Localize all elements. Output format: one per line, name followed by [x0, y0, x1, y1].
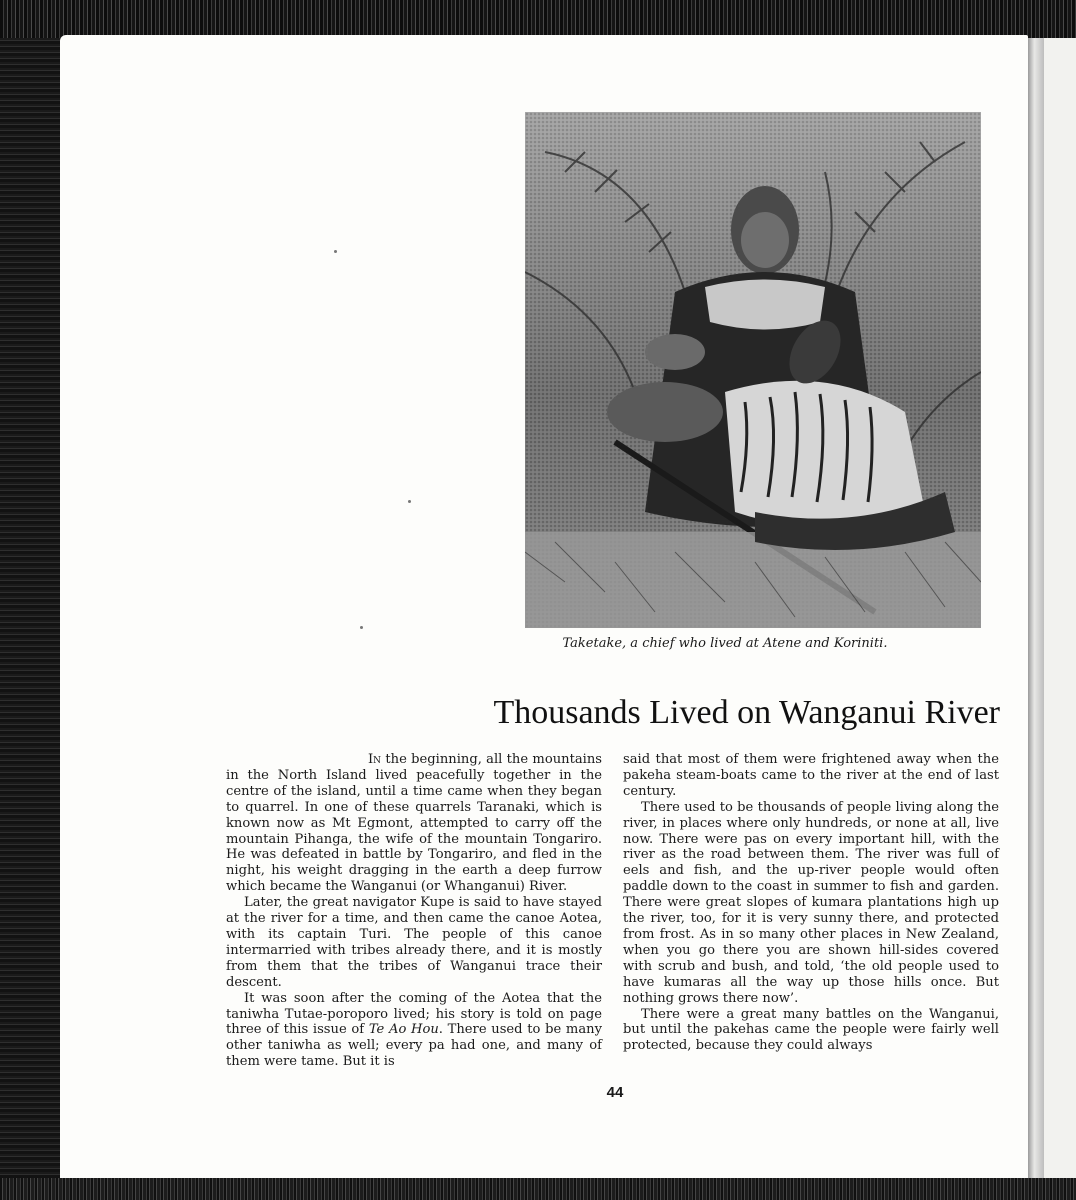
- article-column-left: [226, 752, 602, 1070]
- scan-speck: [334, 250, 337, 253]
- paragraph: There used to be thousands of people living along the river, in places where only hundreds, or none at all, live now. There were pas on every important hill, with the river as the road between them. The river was full of eels and fish, and the up-river people would often paddle down to the coast in summer to fish and garden. There were great slopes of kumara plantations high up the river, too, for it is very sunny there, and protected from frost. As in so many other places in New Zealand, when you go there you are shown hill-sides covered with scrub and bush, and told, ‘the old people used to have kumaras all the way up those hills once. But nothing grows there now’.: [623, 799, 999, 1006]
- opening-word: In: [368, 752, 382, 767]
- paragraph-text: the beginning, all the mountains in the North Island lived peacefully together in the centre of the island, until a time came when they began to quarrel. In one of these quarrels Taranaki, which is known now as Mt Egmont, attempted to carry off the mountain Pihanga, the wife of the mountain Tongariro. He was defeated in battle by Tongariro, and fled in the night, his weight dragging in the earth a deep furrow which became the Wanganui (or Whanganui) River.: [226, 752, 602, 895]
- paragraph: There were a great many battles on the Wanganui, but until the pakehas came the people were fairly well protected, because they could always: [623, 1006, 999, 1054]
- photo-caption: Taketake, a chief who lived at Atene and Koriniti.: [562, 636, 888, 651]
- paragraph-text: . There used to be many other taniwha as well; every pa had one, and many of them were tame. But it is: [226, 1022, 602, 1070]
- paragraph: [226, 752, 602, 895]
- paragraph: Later, the great navigator Kupe is said to have stayed at the river for a time, and then came the canoe Aotea, with its captain Turi. The people of this canoe intermarried with tribes already there, and it is mostly from them that the tribes of Wanganui trace their descent.: [226, 895, 602, 990]
- page-number: 44: [606, 1084, 624, 1101]
- magazine-title: Te Ao Hou: [368, 1022, 439, 1038]
- scan-border-top: [0, 0, 1076, 38]
- article-headline: Thousands Lived on Wanganui River: [493, 694, 1000, 731]
- paragraph: [226, 991, 602, 1071]
- article-column-right: [623, 752, 999, 1054]
- facing-page-edge: [1044, 38, 1076, 1178]
- scan-speck: [408, 500, 411, 503]
- scan-border-left: [0, 38, 60, 1178]
- paragraph: said that most of them were frightened away when the pakeha steam-boats came to the river at the end of last century.: [623, 752, 999, 799]
- paragraph-text: It was soon after the coming of the Aotea that the taniwha Tutae-poroporo lived; his story is told on page three of this issue of: [226, 990, 602, 1038]
- scan-speck: [360, 626, 363, 629]
- page-gutter: [1028, 38, 1044, 1178]
- chief-photograph: [525, 112, 981, 628]
- scan-border-bottom: [0, 1178, 1076, 1200]
